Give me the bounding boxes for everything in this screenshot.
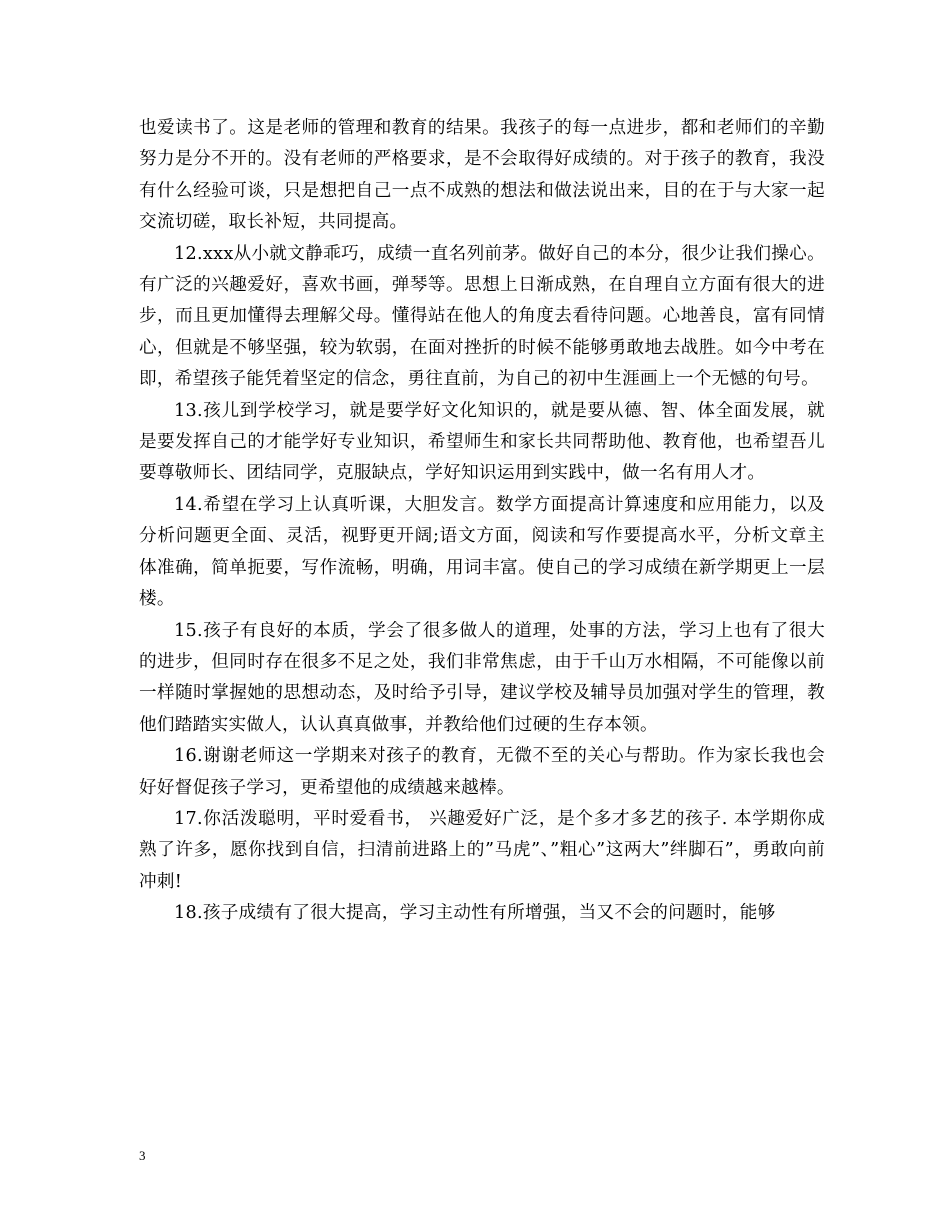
body-text	[139, 113, 825, 930]
paragraph-item-16: 16.谢谢老师这一学期来对孩子的教育，无微不至的关心与帮助。作为家长我也会好好督促孩子学习，更希望他的成绩越来越棒。	[139, 746, 825, 798]
paragraph-item-17: 17.你活泼聪明，平时爱看书， 兴趣爱好广泛，是个多才多艺的孩子. 本学期你成熟了许多，愿你找到自信，扫清前进路上的”马虎”、”粗心”这两大”绊脚石”，勇敢向前冲刺!	[139, 808, 825, 892]
paragraph-item-18: 18.孩子成绩有了很大提高，学习主动性有所增强，当又不会的问题时，能够	[174, 903, 776, 924]
paragraph-item-13: 13.孩儿到学校学习，就是要学好文化知识的，就是要从德、智、体全面发展，就是要发挥自己的才能学好专业知识，希望师生和家长共同帮助他、教育他，也希望吾儿要尊敬师长、团结同学，克服缺点，学好知识运用到实践中，做一名有用人才。	[139, 400, 825, 484]
paragraph-item-15: 15.孩子有良好的本质，学会了很多做人的道理，处事的方法，学习上也有了很大的进步，但同时存在很多不足之处，我们非常焦虑，由于千山万水相隔，不可能像以前一样随时掌握她的思想动态，及时给予引导，建议学校及辅导员加强对学生的管理，教他们踏踏实实做人，认认真真做事，并教给他们过硬的生存本领。	[139, 620, 825, 735]
paragraph-item-14: 14.希望在学习上认真听课，大胆发言。数学方面提高计算速度和应用能力，以及分析问题更全面、灵活，视野更开阔;语文方面，阅读和写作要提高水平，分析文章主体准确，简单扼要，写作流畅，明确，用词丰富。使自己的学习成绩在新学期更上一层楼。	[139, 494, 825, 610]
page-number: 3	[139, 1148, 146, 1163]
paragraph-continuation: 也爱读书了。这是老师的管理和教育的结果。我孩子的每一点进步，都和老师们的辛勤努力是分不开的。没有老师的严格要求，是不会取得好成绩的。对于孩子的教育，我没有什么经验可谈，只是想把自己一点不成熟的想法和做法说出来，目的在于与大家一起交流切磋，取长补短，共同提高。	[139, 118, 825, 233]
paragraph-item-12: 12.xxx从小就文静乖巧，成绩一直名列前茅。做好自己的本分，很少让我们操心。有广泛的兴趣爱好，喜欢书画，弹琴等。思想上日渐成熟，在自理自立方面有很大的进步，而且更加懂得去理解父母。懂得站在他人的角度去看待问题。心地善良，富有同情心，但就是不够坚强，较为软弱，在面对挫折的时候不能够勇敢地去战胜。如今中考在即，希望孩子能凭着坚定的信念，勇往直前，为自己的初中生涯画上一个无憾的句号。	[139, 243, 825, 390]
